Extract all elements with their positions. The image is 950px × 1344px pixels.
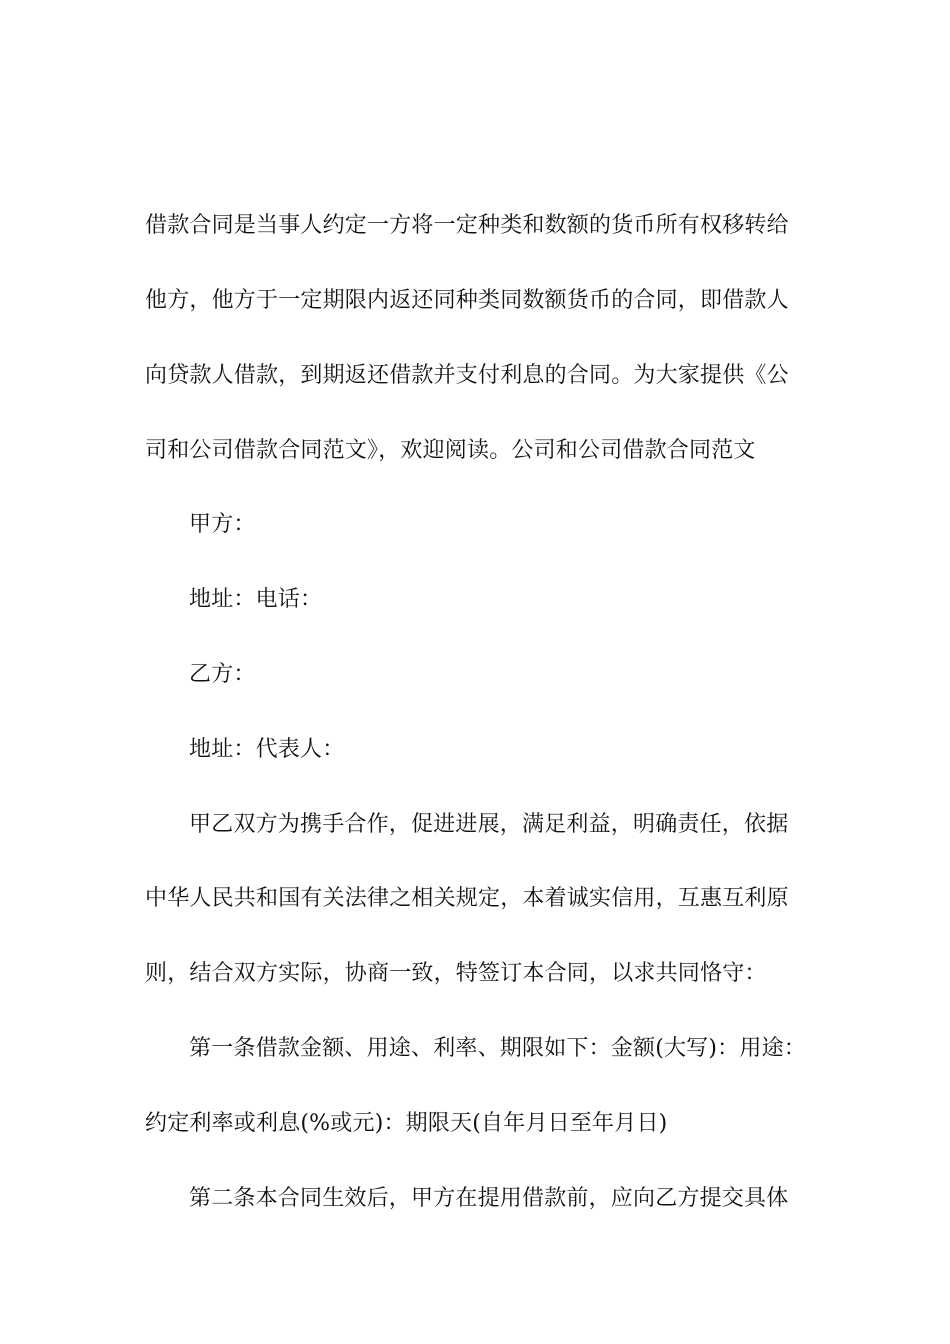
party-a-label: 甲方： — [189, 512, 256, 537]
intro-line-3: 向贷款人借款，到期返还借款并支付利息的合同。为大家提供《公 — [145, 363, 789, 388]
article-2-line-1: 第二条本合同生效后，甲方在提用借款前，应向乙方提交具体 — [189, 1186, 789, 1211]
agreement-line-2: 中华人民共和国有关法律之相关规定，本着诚实信用，互惠互利原 — [145, 886, 789, 911]
agreement-line-1: 甲乙双方为携手合作，促进进展，满足利益，明确责任，依据 — [189, 812, 789, 837]
intro-line-4: 司和公司借款合同范文》，欢迎阅读。公司和公司借款合同范文 — [145, 438, 756, 463]
article-1-line-2: 约定利率或利息(%或元)：期限天(自年月日至年月日) — [145, 1111, 668, 1136]
agreement-line-3: 则，结合双方实际，协商一致，特签订本合同，以求共同恪守： — [145, 961, 767, 986]
party-b-label: 乙方： — [189, 662, 256, 687]
intro-line-1: 借款合同是当事人约定一方将一定种类和数额的货币所有权移转给 — [145, 213, 789, 238]
party-a-address: 地址：电话： — [189, 587, 323, 612]
party-b-address: 地址：代表人： — [189, 737, 345, 762]
article-1-line-1: 第一条借款金额、用途、利率、期限如下：金额(大写)：用途： — [189, 1036, 806, 1061]
intro-line-2: 他方，他方于一定期限内返还同种类同数额货币的合同，即借款人 — [145, 288, 789, 313]
